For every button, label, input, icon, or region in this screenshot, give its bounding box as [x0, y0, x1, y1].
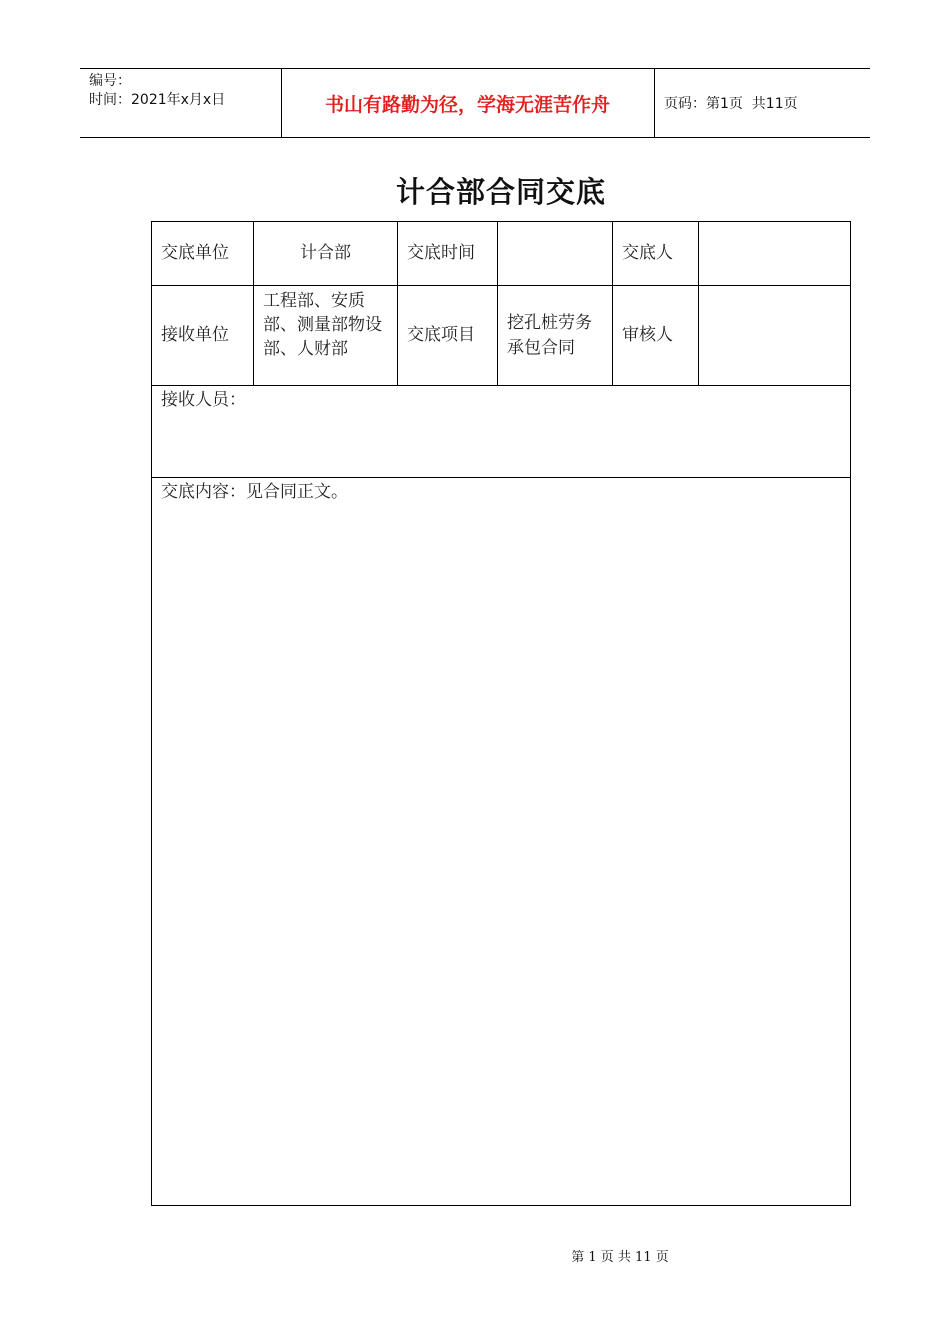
- cell-handover-person-label: 交底人: [613, 222, 699, 286]
- cell-reviewer-label: 审核人: [613, 286, 699, 386]
- header-motto: 书山有路勤为径，学海无涯苦作舟: [324, 93, 610, 116]
- cell-receiving-unit-label: 接收单位: [152, 286, 254, 386]
- header-meta: [89, 72, 225, 110]
- cell-handover-unit-label: 交底单位: [152, 222, 254, 286]
- cell-handover-time-value: [498, 222, 613, 286]
- handover-table: [151, 221, 851, 1206]
- content-label: 交底内容：见合同正文。: [161, 482, 348, 502]
- header-page-info: 页码：第1页 共11页: [664, 96, 798, 112]
- cell-handover-unit-value: 计合部: [254, 222, 398, 286]
- page-footer: 第 1 页 共 11 页: [571, 1250, 669, 1265]
- page-title: 计合部合同交底: [395, 175, 606, 209]
- content-section: [152, 478, 850, 1205]
- cell-project-label: 交底项目: [398, 286, 498, 386]
- receivers-section: [152, 386, 850, 478]
- cell-reviewer-value: [699, 286, 850, 386]
- header-divider: [654, 69, 655, 137]
- doc-number-label: 编号：: [89, 73, 131, 89]
- doc-time-label: 时间：2021年x月x日: [89, 92, 226, 108]
- receivers-label: 接收人员：: [161, 390, 246, 410]
- cell-handover-time-label: 交底时间: [398, 222, 498, 286]
- cell-handover-person-value: [699, 222, 850, 286]
- cell-project-value: 挖孔桩劳务承包合同: [498, 286, 613, 386]
- document-header: [80, 68, 870, 138]
- cell-receiving-unit-value: 工程部、安质部、测量部物设部、人财部: [254, 286, 398, 386]
